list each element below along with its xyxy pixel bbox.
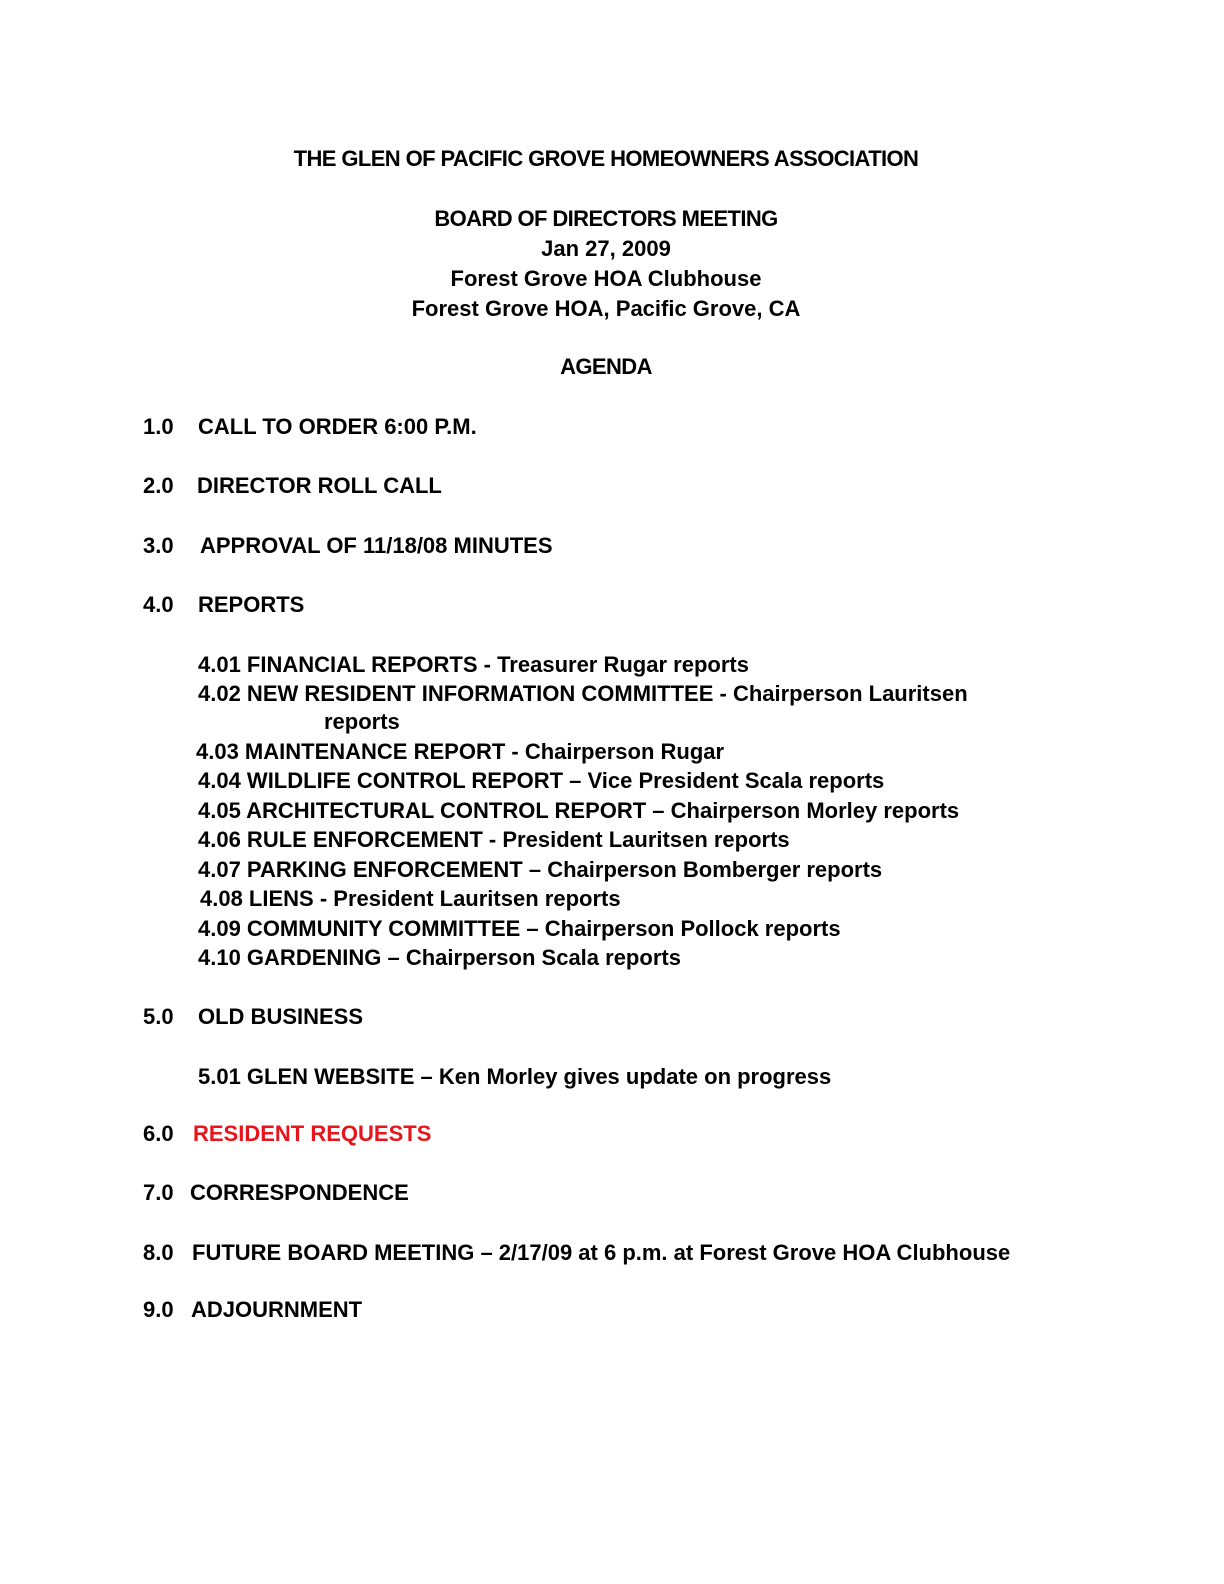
meeting-date: Jan 27, 2009: [541, 236, 671, 261]
agenda-item-adjournment: [143, 1299, 362, 1321]
agenda-item-future-meeting: [143, 1242, 1010, 1264]
agenda-item-reports: [143, 594, 304, 616]
agenda-item-old-business: [143, 1006, 363, 1028]
old-business-glen-website: 5.01 GLEN WEBSITE – Ken Morley gives update on progress: [198, 1064, 832, 1089]
agenda-item-approval-minutes: [143, 535, 553, 557]
organization-title: THE GLEN OF PACIFIC GROVE HOMEOWNERS ASSOCIATION: [293, 146, 919, 171]
agenda-item-resident-requests: [143, 1123, 431, 1145]
item-number: 5.0: [143, 1004, 174, 1029]
report-rule-enforcement: 4.06 RULE ENFORCEMENT - President Lauritsen reports: [198, 827, 790, 852]
item-text: FUTURE BOARD MEETING – 2/17/09 at 6 p.m. at Forest Grove HOA Clubhouse: [192, 1240, 1011, 1265]
item-text: REPORTS: [198, 592, 305, 617]
agenda-heading: AGENDA: [560, 354, 652, 379]
item-text: CORRESPONDENCE: [190, 1180, 409, 1205]
agenda-item-roll-call: [143, 475, 442, 497]
item-text: DIRECTOR ROLL CALL: [197, 473, 442, 498]
report-new-resident: 4.02 NEW RESIDENT INFORMATION COMMITTEE - Chairperson Lauritsen: [198, 681, 968, 706]
item-text-highlighted: RESIDENT REQUESTS: [193, 1121, 432, 1146]
report-community-committee: 4.09 COMMUNITY COMMITTEE – Chairperson Pollock reports: [198, 916, 841, 941]
report-liens: 4.08 LIENS - President Lauritsen reports: [200, 886, 621, 911]
item-number: 9.0: [143, 1297, 174, 1322]
item-number: 8.0: [143, 1240, 174, 1265]
meeting-venue: Forest Grove HOA Clubhouse: [450, 266, 762, 291]
item-number: 7.0: [143, 1180, 174, 1205]
report-gardening: 4.10 GARDENING – Chairperson Scala reports: [198, 945, 681, 970]
item-number: 2.0: [143, 473, 174, 498]
item-text: APPROVAL OF 11/18/08 MINUTES: [200, 533, 553, 558]
item-text: OLD BUSINESS: [198, 1004, 364, 1029]
item-number: 1.0: [143, 414, 174, 439]
item-number: 6.0: [143, 1121, 174, 1146]
item-number: 3.0: [143, 533, 174, 558]
report-parking-enforcement: 4.07 PARKING ENFORCEMENT – Chairperson Bomberger reports: [198, 857, 883, 882]
agenda-item-correspondence: [143, 1182, 409, 1204]
report-financial: 4.01 FINANCIAL REPORTS - Treasurer Rugar reports: [198, 652, 749, 677]
item-number: 4.0: [143, 592, 174, 617]
item-text: ADJOURNMENT: [191, 1297, 363, 1322]
meeting-title: BOARD OF DIRECTORS MEETING: [434, 206, 778, 231]
report-maintenance: 4.03 MAINTENANCE REPORT - Chairperson Rugar: [196, 739, 725, 764]
agenda-item-call-to-order: [143, 416, 477, 438]
meeting-location: Forest Grove HOA, Pacific Grove, CA: [411, 296, 801, 321]
report-wildlife-control: 4.04 WILDLIFE CONTROL REPORT – Vice President Scala reports: [198, 768, 885, 793]
report-architectural-control: 4.05 ARCHITECTURAL CONTROL REPORT – Chairperson Morley reports: [198, 798, 960, 823]
item-text: CALL TO ORDER 6:00 P.M.: [198, 414, 477, 439]
report-new-resident-continued: reports: [324, 709, 400, 734]
